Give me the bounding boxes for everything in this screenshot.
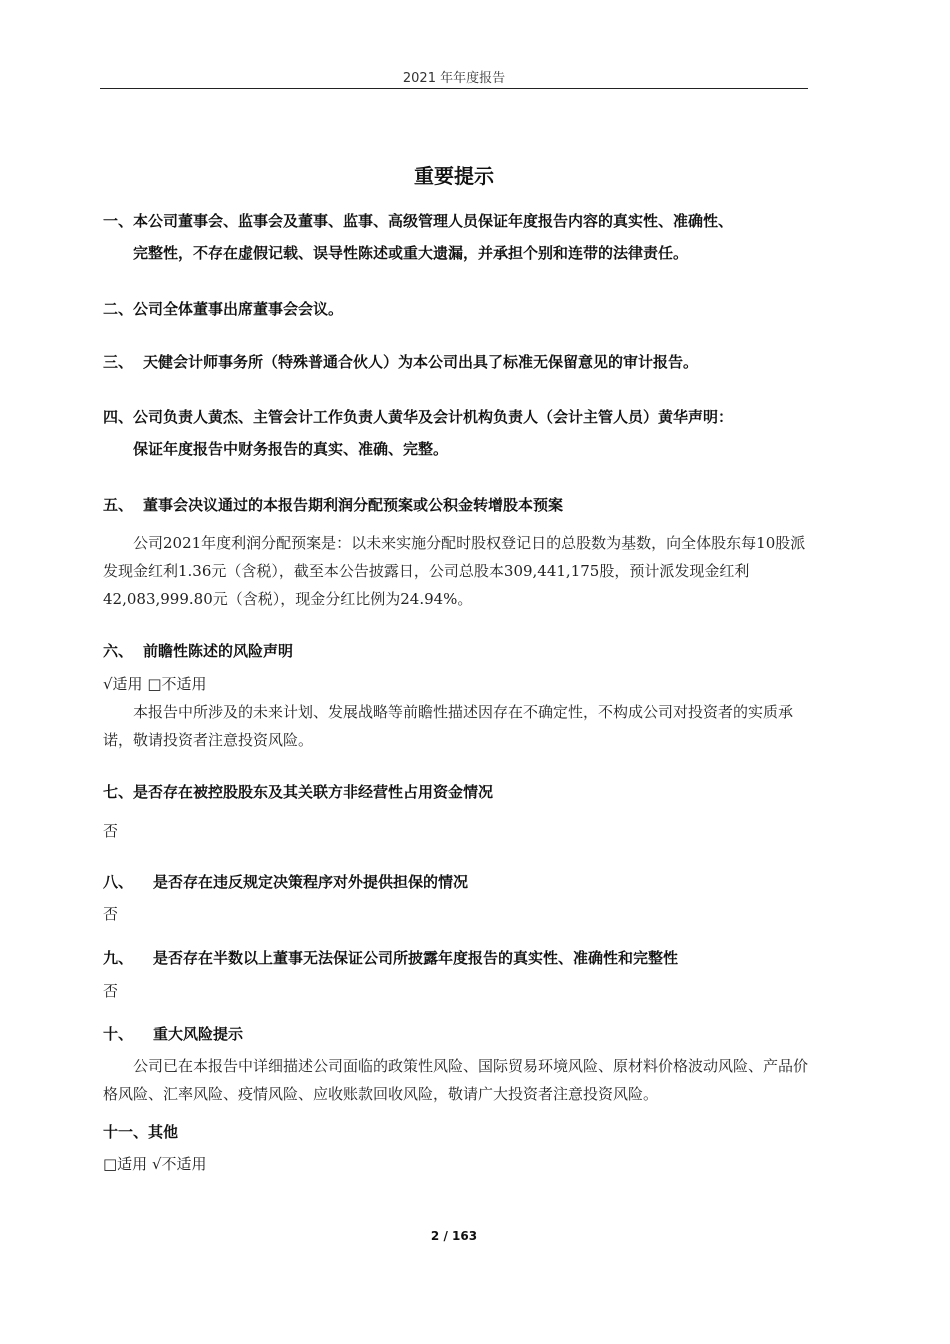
item-9-answer: 否 <box>103 982 119 1000</box>
item-1-line2: 完整性，不存在虚假记载、误导性陈述或重大遗漏，并承担个别和连带的法律责任。 <box>133 244 689 262</box>
item-2-text: 公司全体董事出席董事会会议。 <box>133 300 344 318</box>
item-9 <box>103 942 823 974</box>
item-7-text: 是否存在被控股股东及其关联方非经营性占用资金情况 <box>133 783 494 801</box>
item-11 <box>103 1116 823 1148</box>
item-1-number: 一、 <box>103 212 134 230</box>
item-10-number: 十、 <box>103 1025 134 1043</box>
page-number: 2 / 163 <box>430 1229 478 1243</box>
item-5-body: 公司2021年度利润分配预案是：以未来实施分配时股权登记日的总股数为基数，向全体股东每10股派发现金红利1.36元（含税），截至本公告披露日，公司总股本309,441,175股，预计派发现金红利42,083,999.80元（含税），现金分红比例为24.94%。 <box>103 534 806 608</box>
item-11-text: 其他 <box>148 1123 179 1141</box>
item-5 <box>103 489 823 521</box>
item-5-number: 五、 <box>103 496 134 514</box>
item-1 <box>103 205 823 269</box>
item-8 <box>103 866 823 898</box>
item-4-line2: 保证年度报告中财务报告的真实、准确、完整。 <box>133 440 449 458</box>
item-7 <box>103 776 823 808</box>
item-4 <box>103 401 823 465</box>
item-6 <box>103 635 823 667</box>
item-1-line1: 本公司董事会、监事会及董事、监事、高级管理人员保证年度报告内容的真实性、准确性、 <box>133 212 734 230</box>
item-8-text: 是否存在违反规定决策程序对外提供担保的情况 <box>153 873 469 891</box>
item-6-option: √适用 □不适用 <box>103 675 207 693</box>
item-11-number: 十一、 <box>103 1123 149 1141</box>
item-3-text: 天健会计师事务所（特殊普通合伙人）为本公司出具了标准无保留意见的审计报告。 <box>143 353 699 371</box>
item-11-option: □适用 √不适用 <box>103 1155 207 1173</box>
page-title: 重要提示 <box>414 164 494 188</box>
item-10-text: 重大风险提示 <box>153 1025 244 1043</box>
item-5-text: 董事会决议通过的本报告期利润分配预案或公积金转增股本预案 <box>143 496 564 514</box>
item-2 <box>103 293 823 325</box>
item-7-answer: 否 <box>103 822 119 840</box>
item-4-line1: 公司负责人黄杰、主管会计工作负责人黄华及会计机构负责人（会计主管人员）黄华声明： <box>133 408 734 426</box>
item-6-text: 前瞻性陈述的风险声明 <box>143 642 294 660</box>
item-2-number: 二、 <box>103 300 134 318</box>
item-9-number: 九、 <box>103 949 134 967</box>
header-rule <box>100 88 808 89</box>
item-8-answer: 否 <box>103 905 119 923</box>
item-3-number: 三、 <box>103 353 134 371</box>
item-6-number: 六、 <box>103 642 134 660</box>
item-9-text: 是否存在半数以上董事无法保证公司所披露年度报告的真实性、准确性和完整性 <box>153 949 679 967</box>
item-8-number: 八、 <box>103 873 134 891</box>
item-6-body: 本报告中所涉及的未来计划、发展战略等前瞻性描述因存在不确定性，不构成公司对投资者的实质承诺，敬请投资者注意投资风险。 <box>103 703 794 749</box>
item-10 <box>103 1018 823 1050</box>
item-3 <box>103 346 823 378</box>
running-header: 2021 年年度报告 <box>402 71 506 86</box>
item-4-number: 四、 <box>103 408 134 426</box>
item-10-body: 公司已在本报告中详细描述公司面临的政策性风险、国际贸易环境风险、原材料价格波动风险、产品价格风险、汇率风险、疫情风险、应收账款回收风险，敬请广大投资者注意投资风险。 <box>103 1057 809 1103</box>
item-7-number: 七、 <box>103 783 134 801</box>
